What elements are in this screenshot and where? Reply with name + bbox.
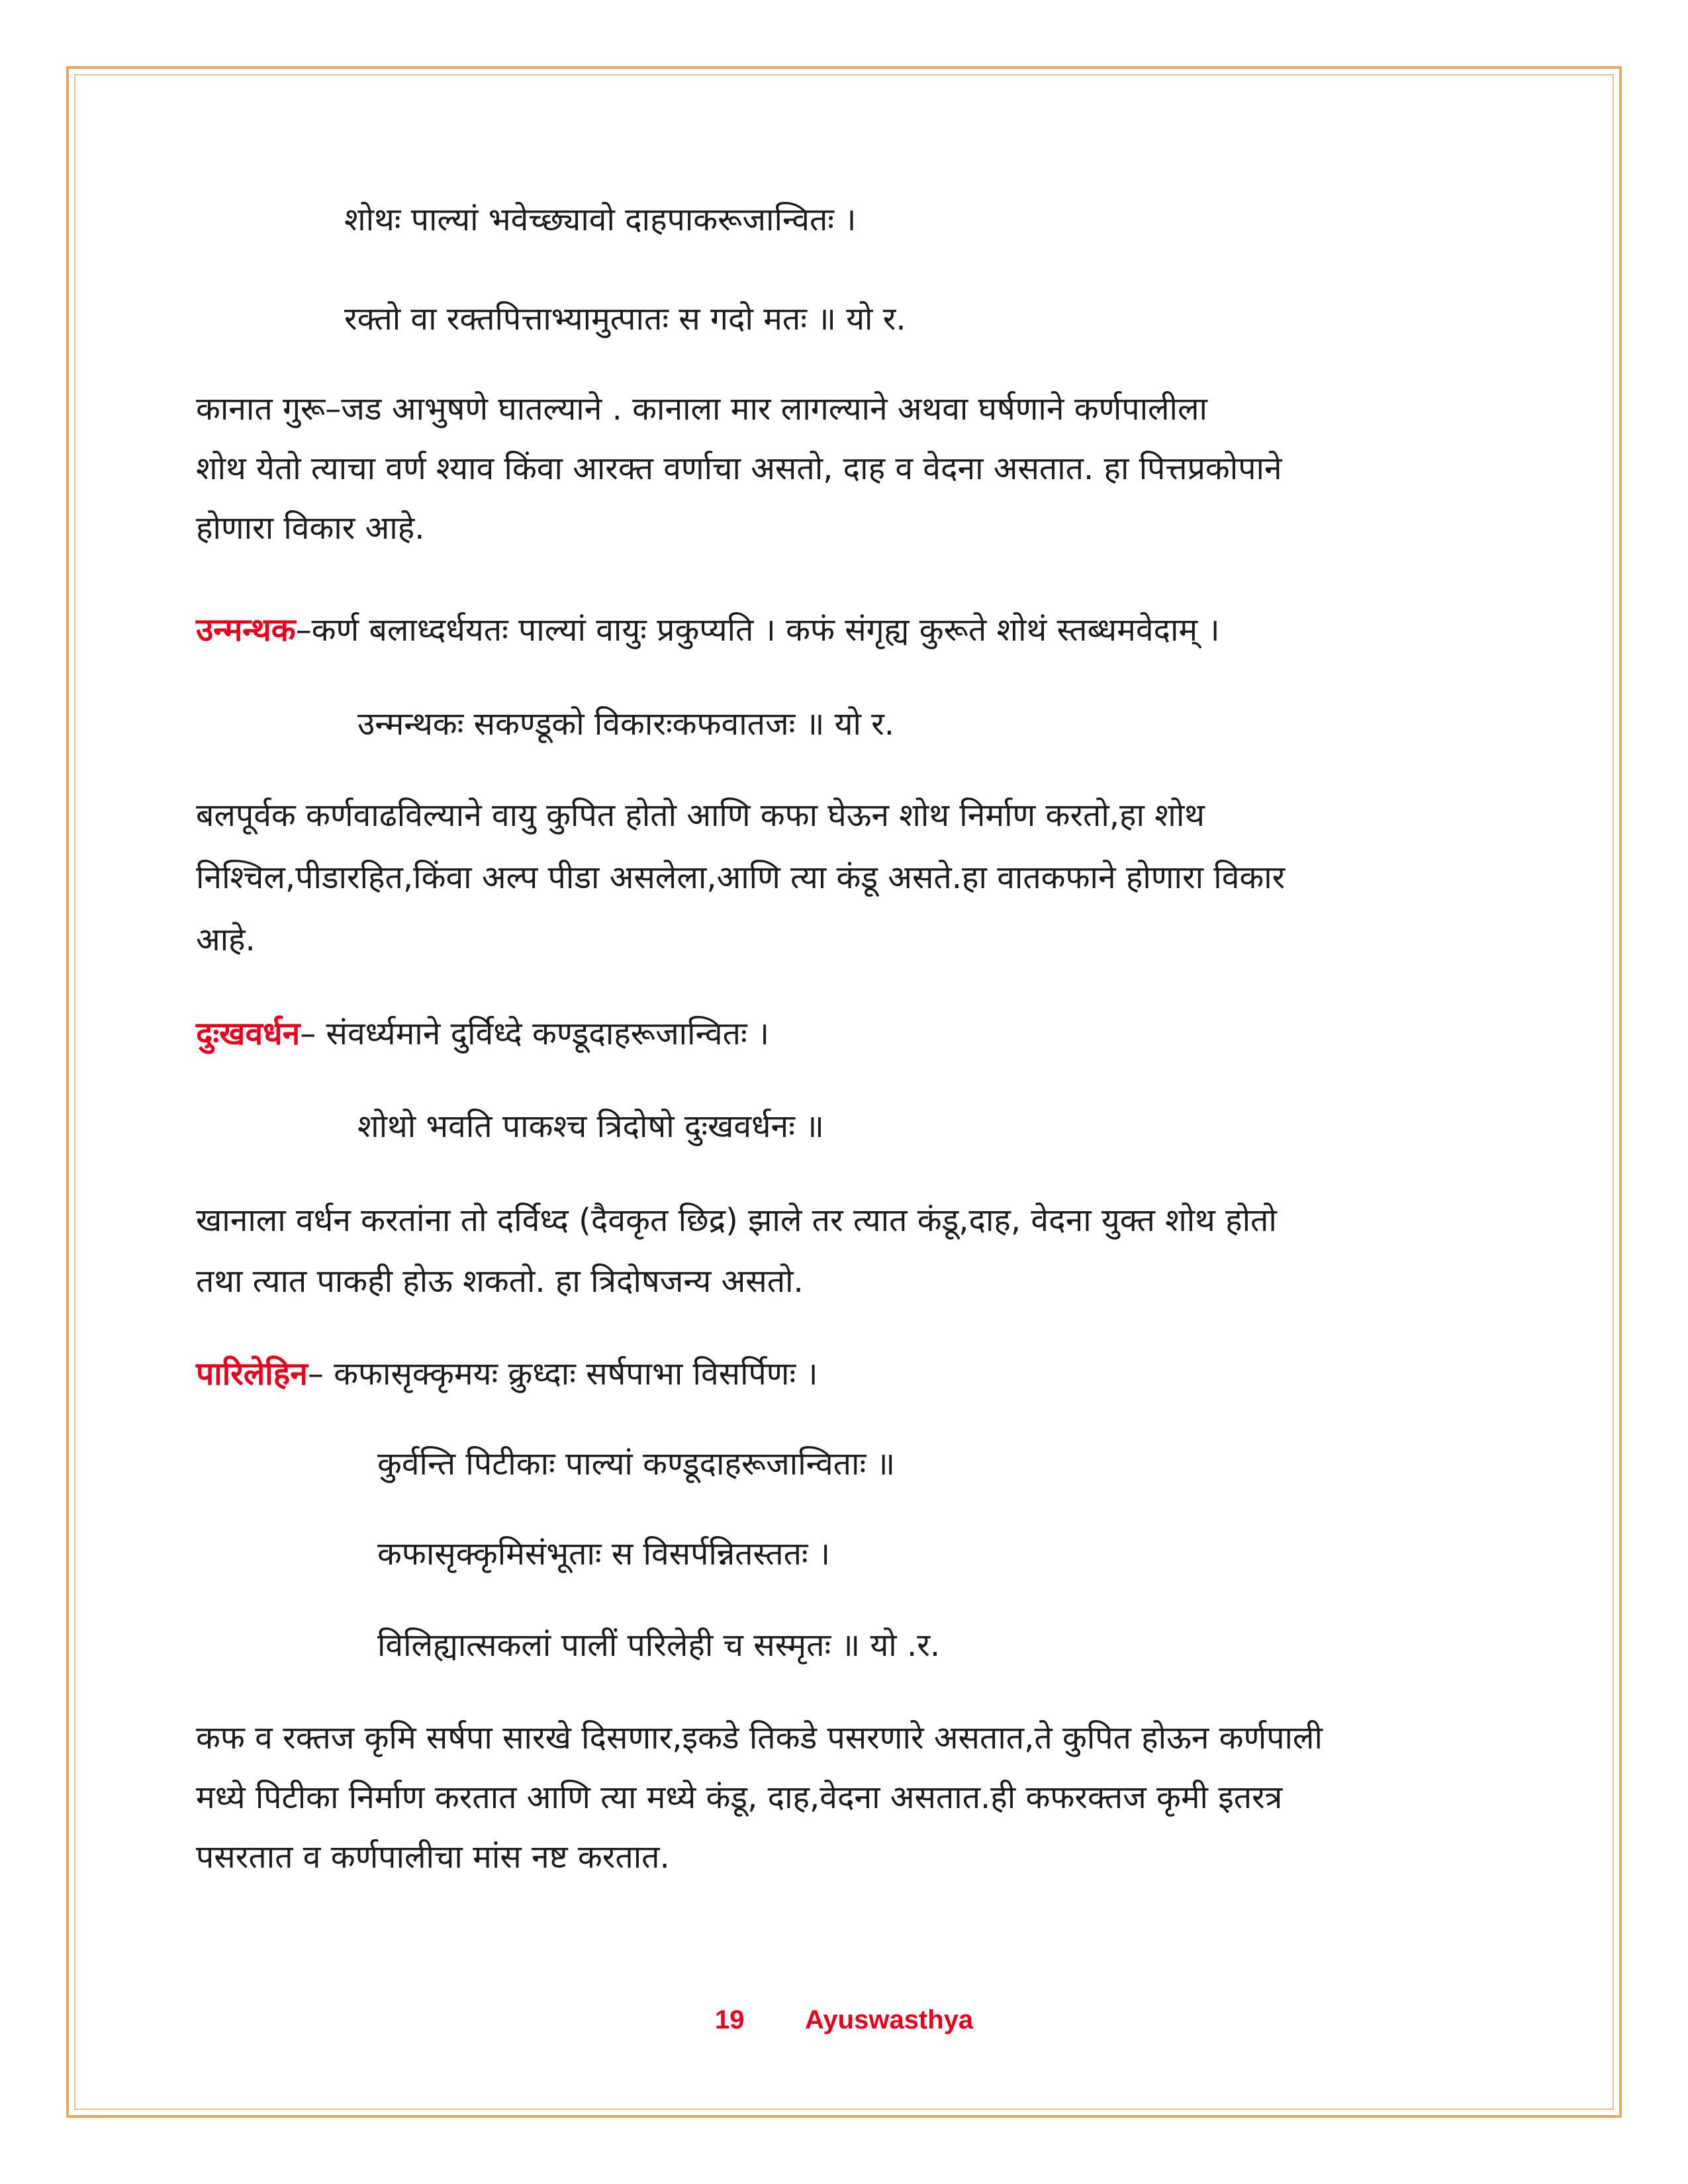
paragraph-line: आहे. [196, 921, 256, 958]
verse-line: विलिह्यात्सकलां पालीं परिलेही च सस्मृतः ॥ यो .र. [377, 1627, 941, 1664]
verse-line: शोथो भवति पाकश्च त्रिदोषो दुःखवर्धनः ॥ [357, 1108, 824, 1145]
section-heading-parilehin: पारिलेहिन [196, 1355, 308, 1392]
paragraph-line: खानाला वर्धन करतांना तो दर्विध्द (दैवकृत छिद्र) झाले तर त्यात कंडू,दाह, वेदना युक्त शोथ होतो [196, 1202, 1277, 1239]
footer-title: Ayuswasthya [805, 2005, 974, 2034]
section-line-unmanthak [196, 606, 1220, 654]
verse-line: उन्मन्थकः सकण्डूको विकारःकफवातजः ॥ यो र. [357, 705, 895, 743]
verse-line: शोथः पाल्यां भवेच्छ्यावो दाहपाकरूजान्वितः । [344, 201, 857, 238]
paragraph-line: मध्ये पिटीका निर्माण करतात आणि त्या मध्ये कंडू, दाह,वेदना असतात.ही कफरक्तज कृमी इतरत्र [196, 1779, 1283, 1816]
verse-line: रक्तो वा रक्तपित्ताभ्यामुत्पातः स गदो मतः ॥ यो र. [344, 300, 906, 338]
paragraph-line: तथा त्यात पाकही होऊ शकतो. हा त्रिदोषजन्य असतो. [196, 1263, 804, 1300]
paragraph-line: कानात गुरू–जड आभुषणे घातल्याने . कानाला मार लागल्याने अथवा घर्षणाने कर्णपालीला [196, 390, 1207, 428]
paragraph-line: बलपूर्वक कर्णवाढविल्याने वायु कुपित होतो आणि कफा घेऊन शोथ निर्माण करतो,हा शोथ [196, 797, 1205, 834]
paragraph-line: शोथ येतो त्याचा वर्ण श्याव किंवा आरक्त वर्णाचा असतो, दाह व वेदना असतात. हा पित्तप्रकोपाने [196, 450, 1282, 487]
section-text: –कर्ण बलाध्दर्धयतः पाल्यां वायुः प्रकुप्यति । कफं संगृह्य कुरूते शोथं स्तब्धमवेदाम् । [295, 612, 1220, 649]
section-line-dukhvardhan [196, 1010, 769, 1058]
section-text: – संवर्ध्यमाने दुर्विध्दे कण्डूदाहरूजान्वितः । [300, 1015, 770, 1052]
verse-line: कफासृक्कृमिसंभूताः स विसर्पन्नितस्ततः । [377, 1535, 831, 1572]
paragraph-line: कफ व रक्तज कृमि सर्षपा सारखे दिसणार,इकडे तिकडे पसरणारे असतात,ते कुपित होऊन कर्णपाली [196, 1719, 1323, 1756]
paragraph-line: निश्चिल,पीडारहित,किंवा अल्प पीडा असलेला,आणि त्या कंडू असते.हा वातकफाने होणारा विकार [196, 859, 1286, 896]
paragraph-line: पसरतात व कर्णपालीचा मांस नष्ट करतात. [196, 1839, 670, 1876]
section-heading-unmanthak: उन्मन्थक [196, 612, 296, 649]
page-number: 19 [715, 2005, 745, 2034]
section-line-parilehin [196, 1350, 818, 1398]
verse-line: कुर्वन्ति पिटीकाः पाल्यां कण्डूदाहरूजान्विताः ॥ [377, 1445, 896, 1482]
section-heading-dukhvardhan: दुःखवर्धन [196, 1015, 301, 1052]
paragraph-line: होणारा विकार आहे. [196, 510, 425, 547]
section-text: – कफासृक्कृमयः क्रुध्दाः सर्षपाभा विसर्पिणः । [307, 1355, 818, 1392]
